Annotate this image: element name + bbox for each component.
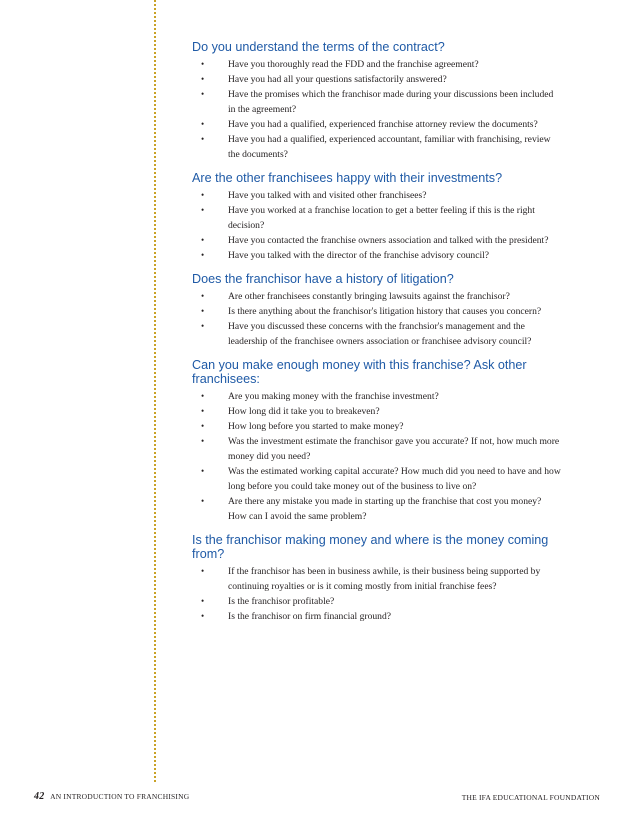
- section-heading: Is the franchisor making money and where is the money coming from?: [192, 533, 549, 561]
- question-text: Have you talked with the director of the franchise advisory council?: [228, 250, 490, 261]
- bullet-icon: •: [201, 205, 205, 215]
- bullet-icon: •: [201, 391, 205, 401]
- question-text: Have you discussed these concerns with the franchsior's management and the leadership of the franchisee owners association or franchisee advisory council?: [228, 321, 532, 347]
- question-text: Have you worked at a franchise location to get a better feeling if this is the right decision?: [228, 205, 535, 231]
- question-section: [192, 40, 562, 162]
- page-footer: [0, 791, 638, 805]
- question-text: How long before you started to make money?: [228, 421, 404, 432]
- bullet-icon: •: [201, 74, 205, 84]
- question-text: Is there anything about the franchisor's litigation history that causes you concern?: [228, 306, 542, 317]
- bullet-icon: •: [201, 119, 205, 129]
- bullet-icon: •: [201, 466, 205, 476]
- bullet-icon: •: [201, 190, 205, 200]
- question-section: [192, 171, 562, 263]
- question-item: [192, 233, 562, 248]
- bullet-icon: •: [201, 321, 205, 331]
- question-item: [192, 203, 562, 233]
- question-text: Have you contacted the franchise owners association and talked with the president?: [228, 235, 549, 246]
- bullet-icon: •: [201, 406, 205, 416]
- question-section: [192, 358, 562, 524]
- question-item: [192, 319, 562, 349]
- question-item: [192, 289, 562, 304]
- bullet-icon: •: [201, 291, 205, 301]
- question-list: [192, 289, 562, 349]
- question-item: [192, 494, 562, 524]
- section-heading: Do you understand the terms of the contract?: [192, 40, 445, 54]
- bullet-icon: •: [201, 306, 205, 316]
- question-text: Have you had all your questions satisfactorily answered?: [228, 74, 447, 85]
- question-text: Is the franchisor profitable?: [228, 596, 335, 607]
- question-text: Have the promises which the franchisor made during your discussions been included in the agreement?: [228, 89, 554, 115]
- section-heading: Can you make enough money with this franchise? Ask other franchisees:: [192, 358, 527, 386]
- question-item: [192, 72, 562, 87]
- question-text: Have you had a qualified, experienced franchise attorney review the documents?: [228, 119, 538, 130]
- question-item: [192, 464, 562, 494]
- question-item: [192, 389, 562, 404]
- bullet-icon: •: [201, 421, 205, 431]
- page-number: 42: [34, 791, 45, 802]
- section-heading: Does the franchisor have a history of litigation?: [192, 272, 454, 286]
- margin-dotted-rule: [154, 0, 156, 782]
- footer-publication-title: AN INTRODUCTION TO FRANCHISING: [50, 792, 190, 801]
- question-list: [192, 57, 562, 162]
- question-text: Are there any mistake you made in starting up the franchise that cost you money? How can I avoid the same problem?: [228, 496, 542, 522]
- question-text: Have you thoroughly read the FDD and the franchise agreement?: [228, 59, 479, 70]
- question-text: Have you talked with and visited other franchisees?: [228, 190, 427, 201]
- question-item: [192, 304, 562, 319]
- bullet-icon: •: [201, 611, 205, 621]
- question-list: [192, 389, 562, 524]
- question-item: [192, 609, 562, 624]
- question-item: [192, 132, 562, 162]
- bullet-icon: •: [201, 566, 205, 576]
- question-list: [192, 188, 562, 263]
- footer-left: [34, 791, 189, 802]
- footer-publisher: THE IFA EDUCATIONAL FOUNDATION: [461, 793, 600, 802]
- question-section: [192, 533, 562, 624]
- bullet-icon: •: [201, 134, 205, 144]
- question-item: [192, 564, 562, 594]
- bullet-icon: •: [201, 59, 205, 69]
- question-text: Was the estimated working capital accurate? How much did you need to have and how long before you could take money out of the business to live on?: [228, 466, 561, 492]
- question-text: Are you making money with the franchise investment?: [228, 391, 439, 402]
- question-item: [192, 87, 562, 117]
- question-text: Was the investment estimate the franchisor gave you accurate? If not, how much more money did you need?: [228, 436, 560, 462]
- question-text: Are other franchisees constantly bringing lawsuits against the franchisor?: [228, 291, 510, 302]
- question-section: [192, 272, 562, 349]
- question-item: [192, 419, 562, 434]
- bullet-icon: •: [201, 496, 205, 506]
- section-heading: Are the other franchisees happy with their investments?: [192, 171, 503, 185]
- question-text: Have you had a qualified, experienced accountant, familiar with franchising, review the documents?: [228, 134, 551, 160]
- question-item: [192, 57, 562, 72]
- bullet-icon: •: [201, 89, 205, 99]
- bullet-icon: •: [201, 596, 205, 606]
- question-text: Is the franchisor on firm financial ground?: [228, 611, 392, 622]
- question-item: [192, 188, 562, 203]
- question-item: [192, 117, 562, 132]
- page-content: [192, 40, 562, 624]
- question-list: [192, 564, 562, 624]
- bullet-icon: •: [201, 250, 205, 260]
- question-item: [192, 594, 562, 609]
- bullet-icon: •: [201, 436, 205, 446]
- question-text: If the franchisor has been in business awhile, is their business being supported by continuing royalties or is it coming mostly from initial franchise fees?: [228, 566, 541, 592]
- bullet-icon: •: [201, 235, 205, 245]
- question-text: How long did it take you to breakeven?: [228, 406, 380, 417]
- question-item: [192, 434, 562, 464]
- question-item: [192, 248, 562, 263]
- question-item: [192, 404, 562, 419]
